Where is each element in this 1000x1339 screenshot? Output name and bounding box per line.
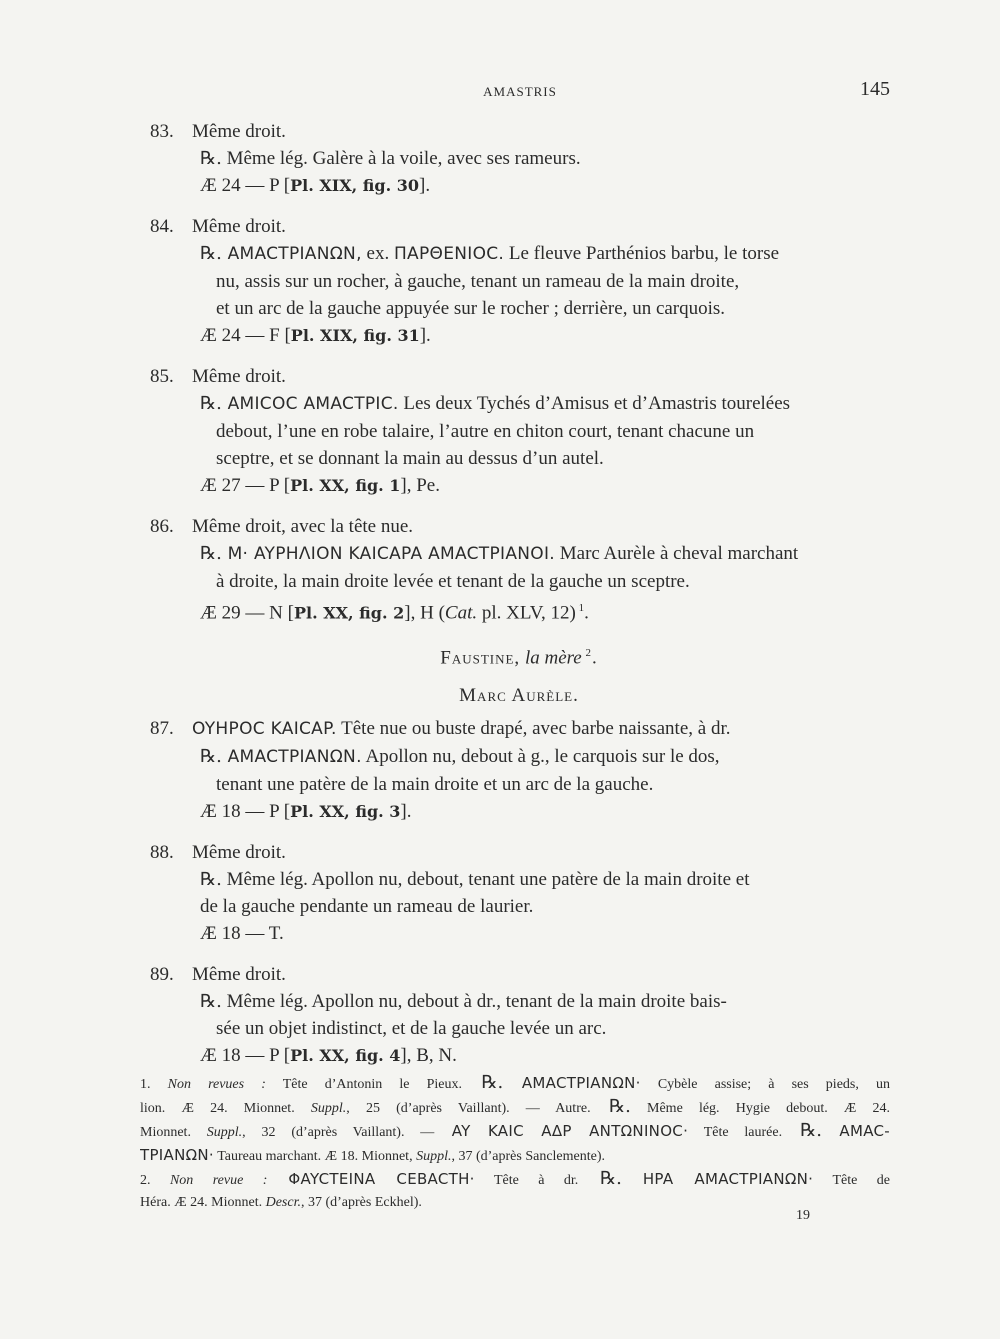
- metal-size-text: ], H (: [404, 602, 445, 624]
- greek-legend: AMICOC AMACTPIC.: [221, 394, 399, 414]
- metal-size-text: ], B, N.: [400, 1044, 457, 1066]
- footnote-italic: Non revues :: [150, 1077, 266, 1092]
- entry-line: tenant une patère de la main droite et un arc de la gauche.: [216, 773, 654, 795]
- reverse-mark: ℞.: [200, 243, 222, 264]
- metal-size-text: Æ 18 — P [: [200, 800, 291, 822]
- entry-line: [150, 363, 888, 390]
- reverse-text: ex.: [361, 243, 394, 264]
- footnote-line: [140, 1120, 890, 1144]
- entry-line: [150, 866, 888, 893]
- footnote-text: lion. Æ 24. Mionnet.: [140, 1101, 295, 1116]
- footnote-text: Héra. Æ 24. Mionnet.: [140, 1195, 263, 1210]
- reverse-text: Même lég. Apollon nu, debout, tenant une patère de la main droite et: [221, 868, 750, 890]
- footnote-italic: Suppl.: [294, 1101, 347, 1116]
- obverse-text: Même droit.: [192, 121, 286, 142]
- entry-line: [150, 513, 888, 540]
- reverse-text: Même lég. Galère à la voile, avec ses rameurs.: [221, 148, 581, 169]
- reverse-mark: ℞.: [200, 868, 222, 890]
- metal-size-text: ].: [419, 325, 431, 346]
- section-title-text: .: [592, 647, 598, 669]
- catalogue-abbrev: Cat.: [444, 602, 478, 624]
- entry-number: 83.: [150, 121, 174, 142]
- entry-line: [150, 472, 888, 499]
- metal-size-text: pl. XLV, 12): [477, 602, 576, 624]
- entry-line: [150, 390, 888, 418]
- reverse-mark: ℞.: [200, 148, 222, 169]
- footnote-ref[interactable]: 1: [575, 602, 585, 614]
- footnote-number: 2.: [140, 1173, 151, 1188]
- greek-legend: AMACTPIANΩN,: [221, 244, 362, 264]
- section-title-italic: la mère: [520, 647, 582, 669]
- greek-legend: AY KAIC AΔP ANTΩNINOC·: [434, 1122, 689, 1140]
- page-number: 145: [860, 78, 890, 100]
- reverse-mark: ℞.: [782, 1120, 823, 1141]
- metal-size-text: Æ 24 — F [: [200, 325, 291, 346]
- metal-size-text: Æ 29 — N [: [200, 602, 294, 624]
- reverse-mark: ℞.: [200, 745, 222, 767]
- entry-line: [150, 595, 888, 626]
- footnote-italic: Descr.: [262, 1195, 301, 1210]
- footnote-text: Même lég. Hygie debout. Æ 24.: [630, 1101, 890, 1116]
- entry-line: nu, assis sur un rocher, à gauche, tenant un rameau de la main droite,: [216, 271, 740, 292]
- reverse-text: Les deux Tychés d’Amisus et d’Amastris tourelées: [398, 393, 791, 414]
- footnote-text: , 25 (d’après Vaillant). — Autre.: [346, 1101, 591, 1116]
- plate-reference: Pl. XX, fig. 4: [290, 1045, 401, 1065]
- footnote-line: [140, 1192, 890, 1214]
- greek-legend: M· AYPHΛION KAICAPA AMACTPIANOI.: [221, 544, 555, 564]
- entry-line: [150, 540, 888, 568]
- entry-line: [150, 213, 888, 240]
- catalogue-content: [150, 118, 888, 1083]
- footnote-line: [140, 1168, 890, 1192]
- plate-reference: Pl. XX, fig. 1: [290, 476, 401, 495]
- reverse-text: Marc Aurèle à cheval marchant: [555, 543, 799, 564]
- greek-legend: ΠAPΘENIOC.: [393, 244, 505, 264]
- catalogue-entry-88: [150, 839, 888, 947]
- plate-reference: Pl. XX, fig. 3: [290, 801, 401, 821]
- footnote-text: Tête de: [813, 1173, 890, 1188]
- entry-line: [150, 322, 888, 349]
- metal-size-text: Æ 18 — P [: [200, 1044, 291, 1066]
- obverse-text: Même droit.: [192, 963, 286, 985]
- catalogue-entry-87: [150, 715, 888, 825]
- reverse-mark: ℞.: [200, 393, 222, 414]
- entry-number: 84.: [150, 216, 174, 237]
- obverse-text: Même droit.: [192, 366, 286, 387]
- greek-legend: TPIANΩN·: [140, 1146, 214, 1164]
- footnote-line: [140, 1144, 890, 1168]
- obverse-text: Tête nue ou buste drapé, avec barbe naissante, à dr.: [336, 717, 731, 739]
- entry-number: 86.: [150, 516, 174, 537]
- entry-number: 88.: [150, 841, 174, 863]
- footnote-text: Tête laurée.: [688, 1125, 783, 1140]
- catalogue-entry-84: [150, 213, 888, 349]
- entry-line: [150, 715, 888, 743]
- plate-reference: Pl. XIX, fig. 30: [290, 176, 420, 195]
- entry-line: [150, 172, 888, 199]
- entry-line: [150, 1042, 888, 1069]
- entry-line: sceptre, et se donnant la main au dessus d’un autel.: [216, 448, 604, 469]
- entry-line: [150, 961, 888, 988]
- footnote-italic: Suppl.: [190, 1125, 243, 1140]
- entry-line: sée un objet indistinct, et de la gauche levée un arc.: [216, 1017, 607, 1039]
- footnote-text: , 37 (d’après Sanclemente).: [451, 1149, 606, 1164]
- footnote-text: Cybèle assise; à ses pieds, un: [640, 1077, 890, 1092]
- footnotes: [140, 1072, 890, 1214]
- reverse-text: Même lég. Apollon nu, debout à dr., tenant de la main droite bais-: [221, 990, 727, 1012]
- plate-reference: Pl. XIX, fig. 31: [290, 326, 420, 345]
- plate-reference: Pl. XX, fig. 2: [293, 603, 405, 623]
- metal-size-text: Æ 27 — P [: [200, 475, 291, 496]
- metal-size-text: .: [584, 602, 589, 624]
- entry-line: à droite, la main droite levée et tenant de la gauche un sceptre.: [216, 571, 690, 592]
- obverse-text: Même droit.: [192, 841, 286, 863]
- running-title: AMASTRIS: [483, 84, 557, 99]
- greek-legend: HPA AMACTPIANΩN·: [621, 1170, 814, 1188]
- entry-number: 85.: [150, 366, 174, 387]
- entry-line: [150, 743, 888, 771]
- footnote-line: [140, 1072, 890, 1096]
- footnote-italic: Suppl.: [412, 1149, 452, 1164]
- entry-line: [150, 839, 888, 866]
- footnote-number: 1.: [140, 1077, 151, 1092]
- footnote-ref[interactable]: 2: [581, 647, 592, 660]
- section-title-marc-aurele: Marc Aurèle.: [459, 684, 579, 706]
- signature-mark: 19: [796, 1208, 810, 1223]
- reverse-mark: ℞.: [200, 990, 222, 1012]
- greek-legend: OYHPOC KAICAP.: [192, 718, 337, 739]
- metal-size-text: ].: [400, 800, 412, 822]
- footnote-text: Mionnet.: [140, 1125, 191, 1140]
- greek-legend: ΦAYCTEINA CEBACTH·: [267, 1170, 475, 1188]
- entry-line: Æ 18 — T.: [200, 922, 284, 944]
- footnote-text: , 37 (d’après Eckhel).: [300, 1195, 422, 1210]
- reverse-mark: ℞.: [461, 1072, 504, 1093]
- catalogue-entry-89: [150, 961, 888, 1069]
- reverse-mark: ℞.: [578, 1168, 622, 1189]
- footnote-text: , 32 (d’après Vaillant). —: [242, 1125, 435, 1140]
- footnote-text: Tête à dr.: [474, 1173, 579, 1188]
- obverse-text: Même droit.: [192, 216, 286, 237]
- reverse-text: Le fleuve Parthénios barbu, le torse: [504, 243, 780, 264]
- catalogue-entry-86: [150, 513, 888, 626]
- catalogue-entry-83: [150, 118, 888, 199]
- entry-line: [150, 988, 888, 1015]
- greek-legend: AMAC-: [822, 1122, 890, 1140]
- page-header: [150, 80, 890, 110]
- footnote-line: [140, 1096, 890, 1120]
- reverse-mark: ℞.: [590, 1096, 631, 1117]
- entry-line: [150, 145, 888, 172]
- metal-size-text: Æ 24 — P [: [200, 175, 291, 196]
- catalogue-entry-85: [150, 363, 888, 499]
- entry-line: debout, l’une en robe talaire, l’autre en chiton court, tenant chacune un: [216, 421, 755, 442]
- section-title-text: Faustine,: [440, 647, 521, 669]
- reverse-mark: ℞.: [200, 543, 222, 564]
- footnote-text: Taureau marchant. Æ 18. Mionnet,: [213, 1149, 413, 1164]
- entry-line: de la gauche pendante un rameau de laurier.: [200, 895, 534, 917]
- reverse-text: Apollon nu, debout à g., le carquois sur le dos,: [361, 745, 720, 767]
- entry-line: [150, 240, 888, 268]
- footnote-text: Tête d’Antonin le Pieux.: [265, 1077, 462, 1092]
- section-title-faustine: [150, 640, 888, 671]
- metal-size-text: ].: [419, 175, 431, 196]
- entry-line: [150, 798, 888, 825]
- greek-legend: AMACTPIANΩN·: [503, 1074, 641, 1092]
- footnote-italic: Non revue :: [150, 1173, 268, 1188]
- entry-number: 87.: [150, 717, 174, 739]
- entry-number: 89.: [150, 963, 174, 985]
- greek-legend: AMACTPIANΩN.: [221, 746, 362, 767]
- entry-line: et un arc de la gauche appuyée sur le rocher ; derrière, un carquois.: [216, 298, 726, 319]
- obverse-text: Même droit, avec la tête nue.: [192, 516, 414, 537]
- entry-line: [150, 118, 888, 145]
- metal-size-text: ], Pe.: [400, 475, 440, 496]
